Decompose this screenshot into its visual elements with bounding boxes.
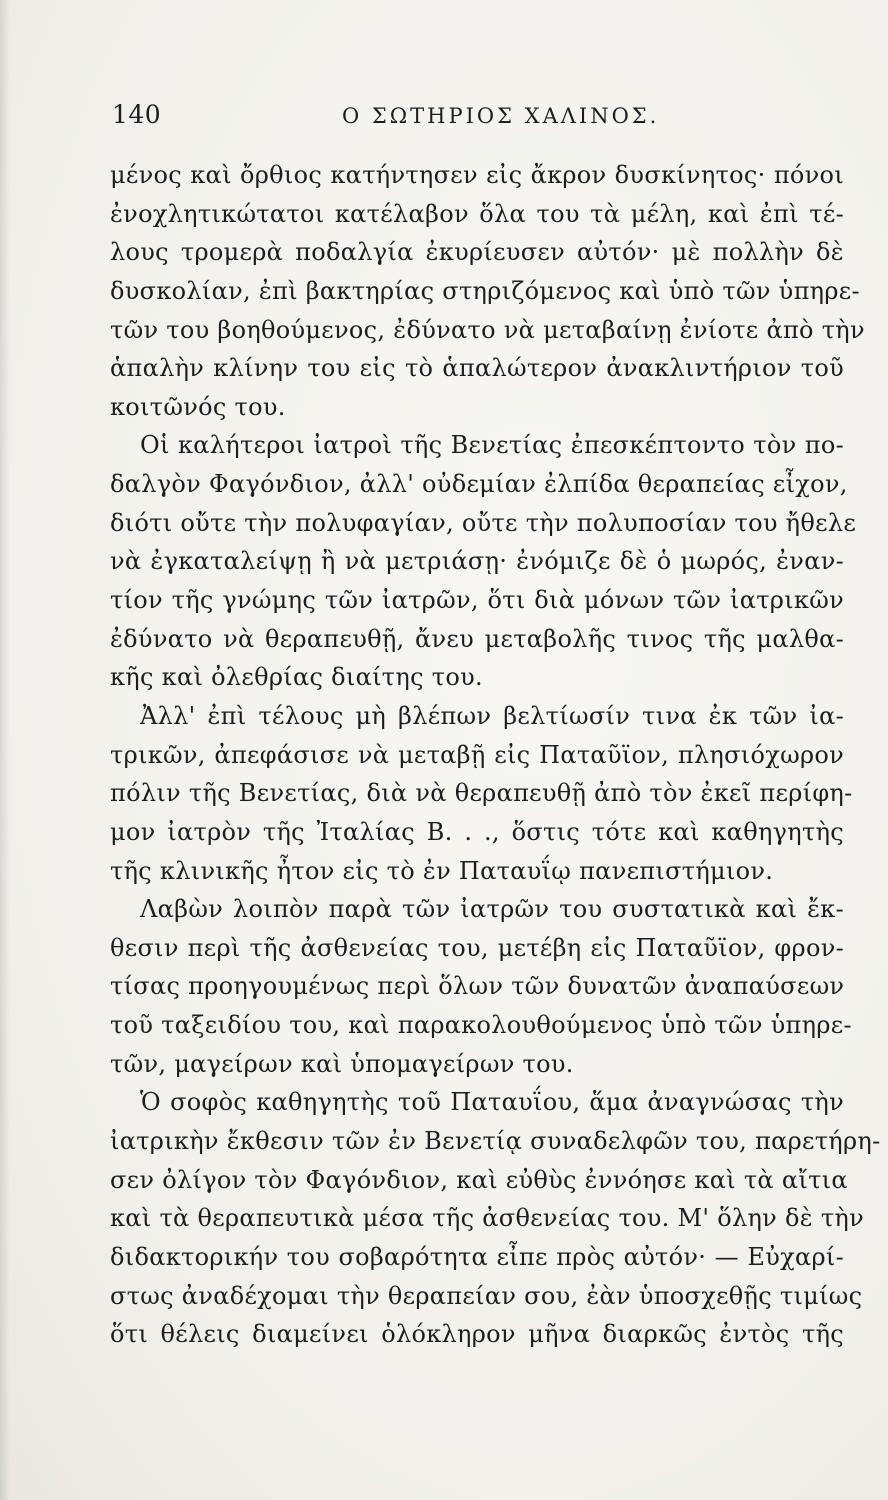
text-line: ἐνοχλητικώτατοι κατέλαβον ὅλα του τὰ μέλη, καὶ ἐπὶ τέ-	[110, 199, 844, 228]
text-line: διδακτορικήν του σοβαρότητα εἶπε πρὸς αὐτόν· — Εὐχαρί-	[110, 1242, 844, 1271]
body-text	[110, 156, 881, 1354]
text-line: διότι οὔτε τὴν πολυφαγίαν, οὔτε τὴν πολυποσίαν του ἤθελε	[110, 508, 857, 537]
text-line: τρικῶν, ἀπεφάσισε νὰ μεταβῇ εἰς Παταῦϊον, πλησιόχωρον	[110, 740, 844, 769]
text-line: ἁπαλὴν κλίνην του εἰς τὸ ἁπαλώτερον ἀνακλιντήριον τοῦ	[110, 354, 844, 383]
text-line: ἰατρικὴν ἔκθεσιν τῶν ἐν Βενετίᾳ συναδελφῶν του, παρετήρη-	[110, 1127, 881, 1156]
paragraph-end-line: τῶν, μαγείρων καὶ ὑπομαγείρων του.	[110, 1049, 574, 1078]
text-line: καὶ τὰ θεραπευτικὰ μέσα τῆς ἀσθενείας του. Μ' ὅλην δὲ τὴν	[110, 1204, 864, 1233]
paragraph-start-line: Οἱ καλήτεροι ἰατροὶ τῆς Βενετίας ἐπεσκέπτοντο τὸν πο-	[140, 431, 844, 460]
running-title: Ο ΣΩΤΗΡΙΟΣ ΧΑΛΙΝΟΣ.	[342, 104, 660, 128]
text-line: τίσας προηγουμένως περὶ ὅλων τῶν δυνατῶν ἀναπαύσεων	[110, 972, 845, 1001]
paragraph-start-line: Ἀλλ' ἐπὶ τέλους μὴ βλέπων βελτίωσίν τινα ἐκ τῶν ἰα-	[140, 701, 844, 730]
text-line: στως ἀναδέχομαι τὴν θεραπείαν σου, ἐὰν ὑποσχεθῇς τιμίως	[110, 1281, 863, 1310]
text-line: σεν ὀλίγον τὸν Φαγόνδιον, καὶ εὐθὺς ἐννόησε καὶ τὰ αἴτια	[110, 1165, 848, 1194]
paragraph-start-line: Ὁ σοφὸς καθηγητὴς τοῦ Παταυΐου, ἅμα ἀναγνώσας τὴν	[140, 1088, 844, 1117]
text-line: μένος καὶ ὄρθιος κατήντησεν εἰς ἄκρον δυσκίνητος· πόνοι	[110, 161, 844, 189]
text-line: θεσιν περὶ τῆς ἀσθενείας του, μετέβη εἰς Παταῦϊον, φρον-	[110, 933, 844, 962]
text-line: νὰ ἐγκαταλείψῃ ἢ νὰ μετριάσῃ· ἐνόμιζε δὲ ὁ μωρός, ἐναν-	[110, 547, 844, 576]
spine-shadow	[0, 0, 10, 1500]
text-line: ἐδύνατο νὰ θεραπευθῇ, ἄνευ μεταβολῆς τινος τῆς μαλθα-	[110, 624, 844, 653]
text-line: τῶν του βοηθούμενος, ἐδύνατο νὰ μεταβαίνῃ ἐνίοτε ἀπὸ τὴν	[110, 315, 865, 344]
text-line: λους τρομερὰ ποδαλγία ἐκυρίευσεν αὐτόν· μὲ πολλὴν δὲ	[110, 238, 844, 267]
text-line: δαλγὸν Φαγόνδιον, ἀλλ' οὐδεμίαν ἐλπίδα θεραπείας εἶχον,	[110, 470, 848, 499]
text-line: τοῦ ταξειδίου του, καὶ παρακολουθούμενος ὑπὸ τῶν ὑπηρε-	[110, 1011, 852, 1040]
text-line: τίον τῆς γνώμης τῶν ἰατρῶν, ὅτι διὰ μόνων τῶν ἰατρικῶν	[110, 586, 844, 615]
text-line: ὅτι θέλεις διαμείνει ὁλόκληρον μῆνα διαρκῶς ἐντὸς τῆς	[110, 1320, 844, 1349]
text-line: μον ἰατρὸν τῆς Ἰταλίας Β. . ., ὅστις τότε καὶ καθηγητὴς	[110, 817, 844, 846]
paragraph-end-line: κοιτῶνός του.	[110, 392, 286, 421]
paragraph-end-line: τῆς κλινικῆς ἦτον εἰς τὸ ἐν Παταυΐῳ πανεπιστήμιον.	[110, 856, 774, 885]
text-line: πόλιν τῆς Βενετίας, διὰ νὰ θεραπευθῇ ἀπὸ τὸν ἐκεῖ περίφη-	[110, 779, 853, 808]
page-header	[112, 100, 832, 140]
page-number: 140	[112, 100, 162, 129]
paragraph-end-line: κῆς καὶ ὀλεθρίας διαίτης του.	[110, 663, 483, 692]
text-line: δυσκολίαν, ἐπὶ βακτηρίας στηριζόμενος καὶ ὑπὸ τῶν ὑπηρε-	[110, 276, 860, 305]
paragraph-start-line: Λαβὼν λοιπὸν παρὰ τῶν ἰατρῶν του συστατικὰ καὶ ἔκ-	[140, 895, 844, 924]
